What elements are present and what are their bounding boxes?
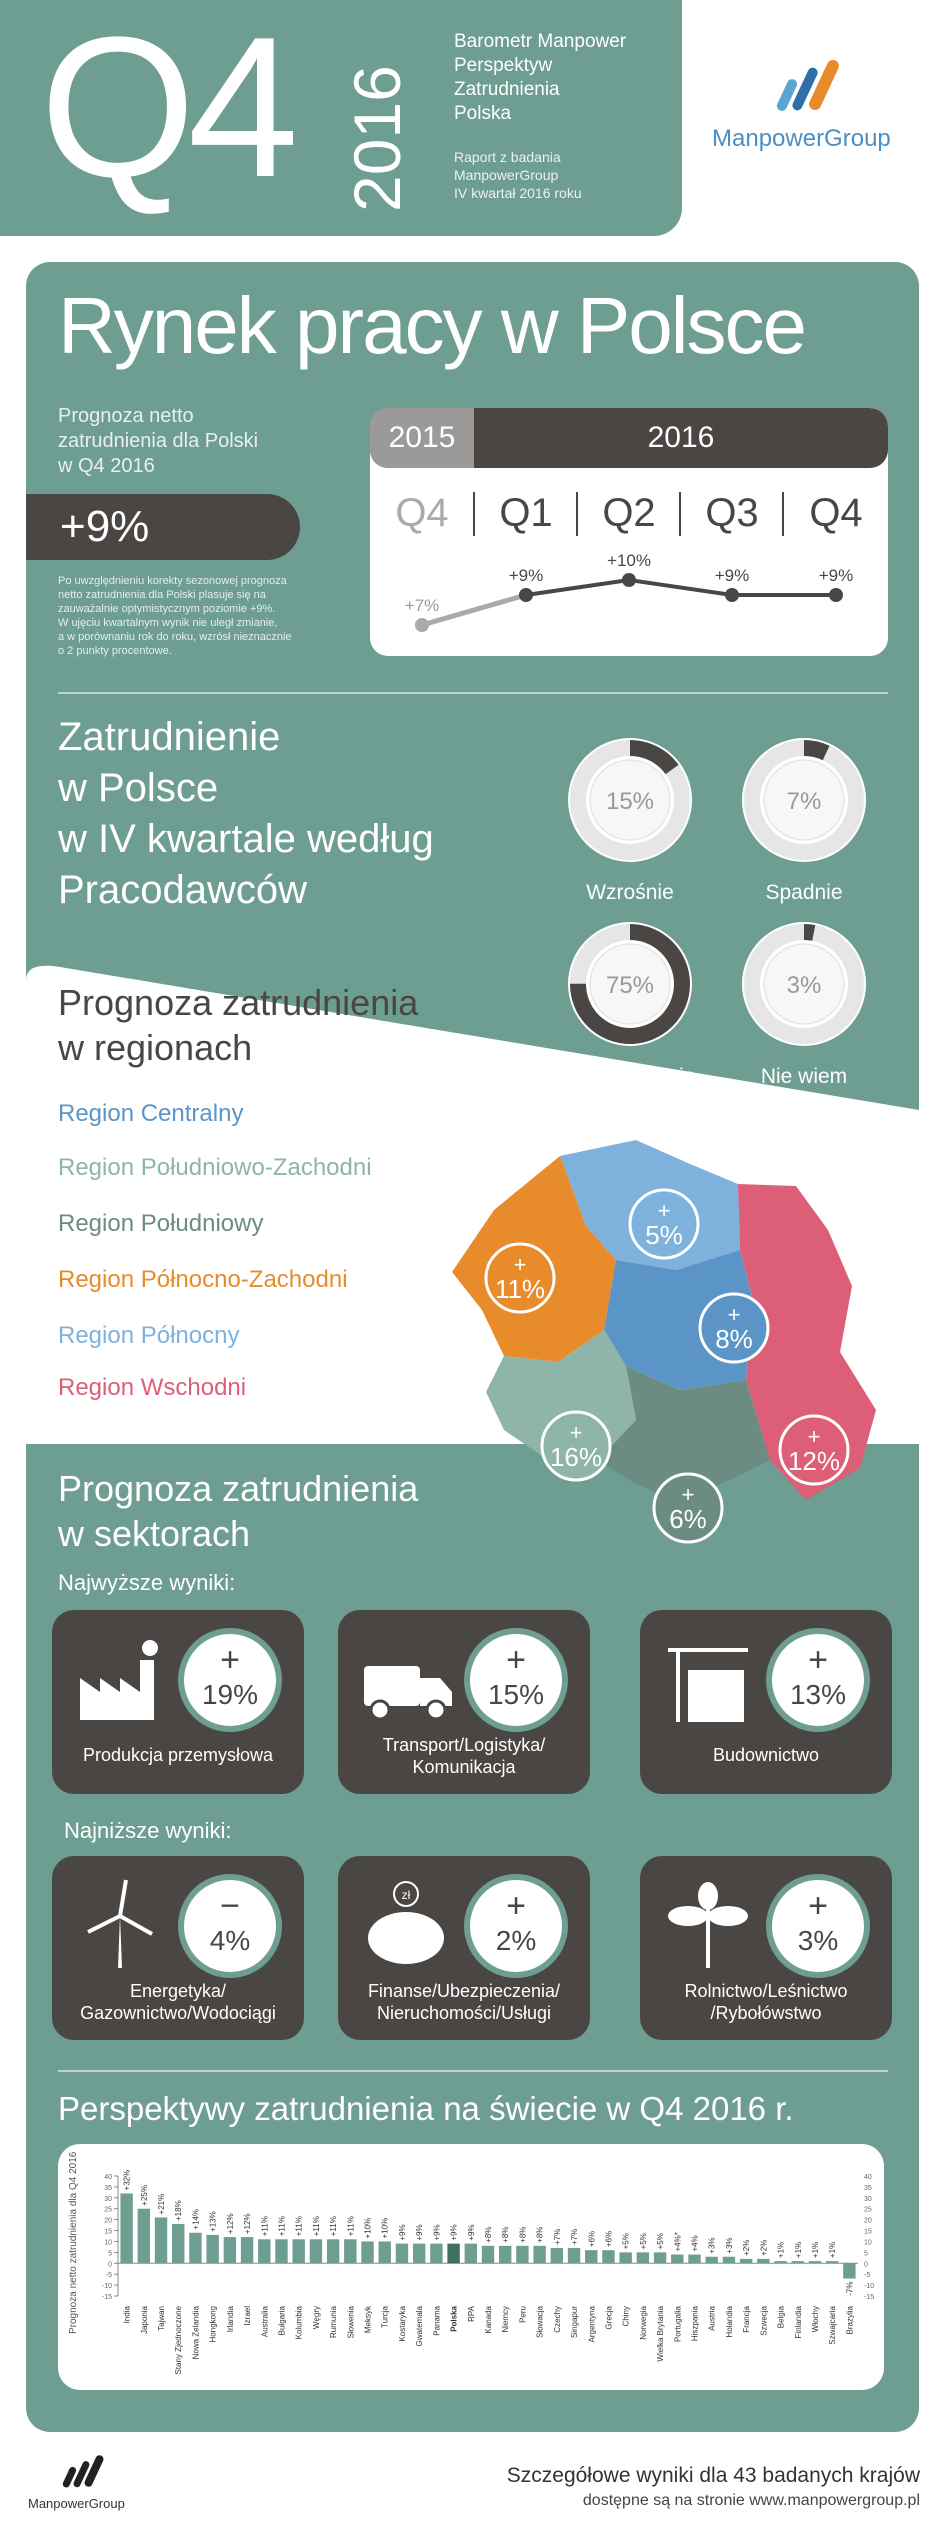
sector-label-line: Finanse/Ubezpieczenia/	[367, 1981, 561, 2001]
bar	[413, 2244, 425, 2264]
badge-sign: +	[808, 1641, 828, 1679]
y-tick-label-right: 25	[864, 2206, 872, 2214]
bar-category-label: Austria	[707, 2306, 717, 2331]
bar-category-label: Wielka Brytania	[656, 2306, 666, 2362]
bar	[327, 2239, 339, 2263]
leaf	[708, 1906, 748, 1926]
bar-value-label: +2%	[742, 2239, 752, 2256]
bar-category-label: Singapur	[570, 2306, 580, 2339]
y-tick-label: -15	[101, 2294, 112, 2301]
bar-category-label: Kostaryka	[397, 2306, 407, 2342]
y-tick-label-right: -10	[864, 2283, 875, 2291]
bar-category-label: RPA	[466, 2306, 476, 2322]
bar	[482, 2246, 494, 2263]
donut-label: Nie wiem	[760, 1065, 848, 1088]
sector-label-line: Energetyka/	[129, 1981, 227, 2001]
y-tick-label: 40	[104, 2174, 112, 2181]
bar	[637, 2252, 649, 2263]
bar-value-label: +2%	[759, 2239, 769, 2256]
truck-cargo	[364, 1666, 420, 1706]
bar-value-label: +5%	[656, 2233, 666, 2250]
bar-category-label: Turcja	[380, 2306, 390, 2328]
bar	[258, 2239, 270, 2263]
bar-value-label: +11%	[346, 2216, 356, 2237]
sector-badge	[464, 1874, 568, 1978]
bar-category-label: Panama	[432, 2306, 442, 2336]
year-heading: 2016	[340, 65, 414, 212]
map-badge-northwest	[482, 1240, 558, 1316]
trend-value-label: +9%	[714, 566, 750, 585]
trend-point	[415, 618, 429, 632]
y-tick-label: 35	[104, 2184, 112, 2192]
bar-category-label: Węgry	[311, 2306, 321, 2330]
quarter-heading: Q4	[40, 0, 291, 219]
badge-value: 12%	[787, 1446, 841, 1476]
trend-value-label: +9%	[818, 566, 854, 585]
y-tick-label-right: -5	[864, 2272, 871, 2280]
bar-category-label: Brazylia	[845, 2306, 855, 2335]
y-tick-label: 20	[104, 2217, 112, 2225]
smoke-puff	[142, 1640, 158, 1656]
timeline-quarter: Q3	[705, 491, 759, 535]
badge-value: 5%	[645, 1220, 683, 1250]
report-subtitle: Raport z badania ManpowerGroup IV kwartał 2016 roku	[454, 149, 582, 201]
bar-category-label: Niemcy	[501, 2306, 511, 2333]
timeline-trend-line	[370, 548, 888, 656]
badge-sign: +	[506, 1641, 526, 1679]
bar	[568, 2248, 580, 2263]
sector-label-line: Transport/Logistyka/	[382, 1735, 546, 1755]
lowest-results-label: Najniższe wyniki:	[64, 1818, 232, 1843]
bar	[344, 2239, 356, 2263]
bar	[120, 2193, 132, 2263]
bar-category-label: Rumunia	[329, 2306, 339, 2339]
sector-card	[52, 1610, 304, 1794]
region-legend-item: Region Wschodni	[58, 1374, 247, 1401]
employment-title: Zatrudnienie w Polsce w IV kwartale według Pracodawców	[58, 715, 434, 912]
map-badge-central	[696, 1290, 772, 1366]
y-tick-label-right: -15	[864, 2294, 875, 2301]
bar-value-label: +32%	[122, 2169, 132, 2191]
sector-label-line: Komunikacja	[412, 1757, 516, 1777]
building-shape	[688, 1670, 744, 1722]
sector-badge	[464, 1628, 568, 1732]
bar-value-label: +9%	[449, 2224, 459, 2241]
region-legend-item: Region Południowo-Zachodni	[58, 1154, 372, 1181]
bar-value-label: +1%	[776, 2241, 786, 2259]
bar	[155, 2217, 167, 2263]
bar	[206, 2235, 218, 2263]
bar	[430, 2244, 442, 2264]
bar-category-label: Hongkong	[208, 2306, 218, 2343]
y-tick-label: -10	[101, 2283, 112, 2291]
bar-value-label: +13%	[208, 2211, 218, 2232]
bar	[379, 2241, 391, 2263]
y-tick-label-right: 15	[864, 2228, 872, 2236]
bar-value-label: +11%	[294, 2216, 304, 2237]
bar	[774, 2261, 786, 2263]
bar-value-label: +4%	[690, 2235, 700, 2252]
factory-shape	[80, 1660, 154, 1720]
bar-category-label: Portugalia	[673, 2306, 683, 2343]
highest-results-label: Najwyższe wyniki:	[58, 1570, 236, 1595]
bar-value-label: +8%	[518, 2226, 528, 2243]
report-title: Barometr Manpower Perspektyw Zatrudnienia Polska	[454, 31, 627, 124]
bar-category-label: Chiny	[621, 2306, 631, 2327]
timeline-divider	[679, 492, 681, 536]
bar-category-label: India	[122, 2306, 132, 2324]
bar-category-label: Bułgaria	[277, 2306, 287, 2336]
bar-category-label: Irlandia	[225, 2306, 235, 2333]
bar-category-label: Stany Zjednoczone	[174, 2306, 184, 2375]
bar	[310, 2239, 322, 2263]
bar-value-label: +11%	[329, 2216, 339, 2237]
region-legend-item: Region Centralny	[58, 1100, 244, 1127]
bar-category-label: Gwatemala	[415, 2306, 425, 2347]
donut-value: 7%	[786, 788, 822, 815]
bar-value-label: +11%	[277, 2216, 287, 2237]
y-tick-label-right: 5	[864, 2250, 868, 2258]
piggy-body	[368, 1912, 444, 1964]
footer-link-text[interactable]: dostępne są na stronie www.manpowergroup.pl	[582, 2492, 920, 2509]
bar-category-label: Włochy	[810, 2306, 820, 2333]
donut-value: 75%	[605, 972, 655, 999]
sector-card	[640, 1856, 892, 2040]
quarterly-timeline	[370, 408, 888, 656]
bar-value-label: +14%	[191, 2209, 201, 2230]
badge-sign: +	[513, 1252, 527, 1277]
forecast-note: Po uwzględnieniu korekty sezonowej prognoza netto zatrudnienia dla Polski plasuje się na zauważalnie optymistycznym poziomie +9%. W ujęciu kwartalnym wynik nie uległ zmianie, a w porównaniu rok do roku, wzrósł nieznacznie o 2 punkty procentowe.	[58, 575, 292, 657]
bar-category-label: Słowenia	[346, 2306, 356, 2339]
bar-value-label: +8%	[535, 2226, 545, 2243]
donut-chart	[734, 730, 874, 870]
badge-value: 6%	[669, 1504, 707, 1534]
bar-value-label: +11%	[260, 2216, 270, 2237]
badge-value: 2%	[495, 1925, 537, 1956]
bar-value-label: +9%	[466, 2224, 476, 2241]
bar-value-label: +6%	[587, 2230, 597, 2248]
forecast-label: Prognoza netto zatrudnienia dla Polski w Q4 2016	[58, 405, 259, 477]
piggy-bank-icon	[356, 1876, 456, 1976]
timeline-divider	[473, 492, 475, 536]
bar-category-label: Kanada	[484, 2306, 493, 2334]
region-legend-item: Region Północny	[58, 1322, 240, 1349]
bar-value-label: +25%	[139, 2185, 149, 2206]
timeline-quarter: Q1	[499, 491, 553, 535]
bar	[516, 2246, 528, 2263]
sector-label-line: Gazownictwo/Wodociągi	[80, 2003, 276, 2023]
bar	[706, 2257, 718, 2264]
bar-value-label: +7%	[552, 2228, 562, 2245]
sector-label	[338, 1980, 590, 2024]
sector-label-line: Produkcja przemysłowa	[82, 1745, 274, 1765]
bar	[172, 2224, 184, 2263]
donut-2	[734, 730, 874, 905]
badge-value: 16%	[549, 1442, 603, 1472]
bar-category-label: Meksyk	[363, 2306, 373, 2334]
y-tick-label: 0	[108, 2261, 112, 2269]
bar-category-label: Finlandia	[793, 2306, 803, 2339]
divider	[58, 692, 888, 694]
footer-brand: ManpowerGroup	[28, 2496, 125, 2511]
trend-value-label: +7%	[404, 596, 440, 615]
sector-label	[52, 1980, 304, 2024]
bar-value-label: +10%	[363, 2217, 373, 2239]
sector-label-line: Budownictwo	[712, 1745, 820, 1765]
y-tick-label-right: 40	[864, 2174, 872, 2181]
sector-card	[338, 1610, 590, 1794]
map-badge-south	[650, 1470, 726, 1546]
bar-category-label: Grecja	[604, 2306, 614, 2330]
bar	[585, 2250, 597, 2263]
bar	[551, 2248, 563, 2263]
badge-value: 4%	[209, 1925, 251, 1956]
bar	[293, 2239, 305, 2263]
sector-label	[640, 1980, 892, 2024]
badge-sign: +	[220, 1641, 240, 1679]
timeline-quarter: Q4	[809, 491, 863, 535]
badge-sign: +	[657, 1198, 671, 1223]
donut-label: Spadnie	[765, 881, 843, 904]
badge-value: 8%	[715, 1324, 753, 1354]
bar	[361, 2241, 373, 2263]
y-tick-label-right: 20	[864, 2217, 872, 2225]
coin-label: zł	[401, 1888, 411, 1902]
truck-wheel	[427, 1701, 445, 1719]
factory-icon	[70, 1630, 170, 1730]
sector-label	[52, 1744, 304, 1766]
truck-wheel	[371, 1701, 389, 1719]
timeline-divider	[576, 492, 578, 536]
bar-category-label: Izrael	[243, 2306, 253, 2326]
sector-badge	[766, 1874, 870, 1978]
bar	[826, 2261, 838, 2263]
bar-value-label: -7%	[845, 2281, 855, 2296]
bar-category-label: Tajwan	[157, 2306, 167, 2331]
badge-sign: +	[506, 1887, 526, 1925]
badge-sign: −	[220, 1887, 240, 1925]
bar-value-label: +18%	[174, 2200, 184, 2221]
sector-label-line: /Rybołówstwo	[710, 2003, 822, 2023]
bar-category-label: Szwajcaria	[828, 2306, 838, 2345]
bar-value-label: +9%	[432, 2224, 442, 2241]
chart-ylabel: Prognoza netto zatrudnienia dla Q4 2016	[68, 2151, 79, 2334]
sector-badge	[766, 1628, 870, 1732]
timeline-quarter: Q2	[602, 491, 656, 535]
bar-category-label: Hiszpania	[690, 2306, 700, 2342]
bar-category-label: Belgia	[776, 2306, 786, 2329]
plant-icon	[658, 1876, 758, 1976]
donut-1	[560, 730, 700, 905]
brand-name: ManpowerGroup	[712, 125, 891, 152]
bar-value-label: +8%	[501, 2226, 511, 2243]
sector-card	[52, 1856, 304, 2040]
badge-sign: +	[807, 1424, 821, 1449]
bar-value-label: +5%	[638, 2233, 648, 2250]
bar-value-label: +8%	[484, 2226, 493, 2243]
trend-value-label: +10%	[607, 551, 651, 570]
bar	[843, 2263, 855, 2278]
trend-point	[622, 573, 636, 587]
turbine-tower	[118, 1916, 122, 1968]
bar-value-label: +21%	[157, 2193, 167, 2215]
bar-category-label: Kolumbia	[294, 2306, 304, 2340]
bar-value-label: +9%	[397, 2224, 407, 2241]
bar	[792, 2261, 804, 2263]
timeline-quarter: Q4	[395, 491, 449, 535]
footer-title: Szczegółowe wyniki dla 43 badanych krajów	[506, 2464, 920, 2487]
bar	[138, 2209, 150, 2264]
badge-sign: +	[681, 1482, 695, 1507]
bar	[396, 2244, 408, 2264]
region-legend-item: Region Południowy	[58, 1210, 264, 1237]
regions-title: Prognoza zatrudnienia w regionach	[58, 982, 419, 1068]
bar-category-label: Polska	[449, 2306, 459, 2332]
bar-category-label: Szwecja	[759, 2306, 769, 2336]
bar	[447, 2244, 459, 2264]
bar	[740, 2259, 752, 2263]
region-legend-item: Region Północno-Zachodni	[58, 1266, 348, 1293]
bar-value-label: +10%	[380, 2217, 390, 2239]
forecast-value: +9%	[26, 494, 300, 560]
badge-value: 19%	[201, 1679, 259, 1710]
y-tick-label: 15	[104, 2228, 112, 2236]
bar	[602, 2250, 614, 2263]
trend-point	[519, 588, 533, 602]
divider	[58, 2070, 888, 2072]
bar-category-label: Peru	[518, 2306, 528, 2323]
trend-point	[829, 588, 843, 602]
map-badge-southwest	[538, 1408, 614, 1484]
map-badge-north	[626, 1186, 702, 1262]
world-chart-box	[58, 2144, 884, 2390]
trend-value-label: +9%	[508, 566, 544, 585]
wind-turbine-icon	[70, 1876, 170, 1976]
bar-category-label: Australia	[260, 2306, 270, 2338]
y-tick-label-right: 0	[864, 2261, 868, 2269]
sector-badge	[178, 1874, 282, 1978]
bar	[533, 2246, 545, 2263]
bar-category-label: Argentyna	[587, 2306, 597, 2343]
bar-category-label: Norwegia	[638, 2306, 648, 2340]
badge-value: 15%	[487, 1679, 545, 1710]
bar	[619, 2252, 631, 2263]
sector-label-line: Nieruchomości/Usługi	[376, 2003, 552, 2023]
bar-value-label: +6%	[604, 2230, 614, 2248]
building-crane-icon	[658, 1630, 758, 1730]
sector-card	[338, 1856, 590, 2040]
trend-segment-2016	[526, 580, 836, 595]
bar-value-label: +1%	[828, 2241, 838, 2259]
bar	[654, 2252, 666, 2263]
bar-value-label: +4%*	[673, 2232, 683, 2252]
y-tick-label-right: 30	[864, 2195, 872, 2203]
badge-value: 13%	[789, 1679, 847, 1710]
badge-value: 11%	[494, 1274, 546, 1304]
donut-value: 3%	[786, 972, 822, 999]
donut-chart	[560, 730, 700, 870]
bar	[671, 2255, 683, 2264]
bar-value-label: +3%	[724, 2237, 734, 2254]
bar	[723, 2257, 735, 2264]
bar	[224, 2237, 236, 2263]
timeline-divider	[782, 492, 784, 536]
sector-card	[640, 1610, 892, 1794]
donut-value: 15%	[605, 788, 655, 815]
y-tick-label: 25	[104, 2206, 112, 2214]
bar	[688, 2255, 700, 2264]
bar	[809, 2261, 821, 2263]
bar-value-label: +12%	[243, 2213, 253, 2235]
bar	[275, 2239, 287, 2263]
main-title: Rynek pracy w Polsce	[58, 281, 805, 370]
map-badge-east	[776, 1412, 852, 1488]
bar	[189, 2233, 201, 2264]
world-bar-chart	[58, 2144, 884, 2390]
sector-label	[338, 1734, 590, 1778]
sector-badge	[178, 1628, 282, 1732]
footer-logo-icon	[60, 2452, 108, 2492]
y-tick-label: -5	[105, 2272, 112, 2280]
world-title: Perspektywy zatrudnienia na świecie w Q4 2016 r.	[58, 2090, 794, 2127]
bar	[499, 2246, 511, 2263]
leaf	[698, 1882, 718, 1910]
timeline-year-2015: 2015	[370, 408, 474, 468]
y-tick-label: 10	[104, 2239, 112, 2247]
bar	[465, 2244, 477, 2264]
logo-mark-icon	[772, 50, 852, 120]
manpowergroup-logo[interactable]	[712, 50, 922, 153]
y-tick-label: 5	[108, 2250, 112, 2258]
bar-value-label: +5%	[621, 2233, 631, 2250]
bar-category-label: Nowa Zelandia	[191, 2306, 201, 2360]
badge-value: 3%	[797, 1925, 839, 1956]
badge-sign: +	[808, 1887, 828, 1925]
bar-category-label: Francja	[742, 2306, 752, 2333]
bar-value-label: +1%	[810, 2241, 820, 2259]
y-tick-label-right: 10	[864, 2239, 872, 2247]
sector-label	[640, 1744, 892, 1766]
bar-value-label: +3%	[707, 2237, 717, 2254]
bar-value-label: +9%	[415, 2224, 425, 2241]
bar-category-label: Czechy	[552, 2306, 562, 2333]
bar-value-label: +12%	[225, 2213, 235, 2235]
bar-category-label: Holandia	[724, 2306, 734, 2338]
truck-icon	[356, 1630, 456, 1730]
bar-category-label: Japonia	[139, 2306, 149, 2335]
donut-label: Wzrośnie	[586, 881, 674, 904]
bar-value-label: +7%	[570, 2228, 580, 2245]
bar	[241, 2237, 253, 2263]
sector-label-line: Rolnictwo/Leśnictwo	[684, 1981, 848, 2001]
bar-value-label: +11%	[311, 2216, 321, 2237]
y-tick-label-right: 35	[864, 2184, 872, 2192]
bar-category-label: Słowacja	[535, 2306, 545, 2339]
badge-sign: +	[727, 1302, 741, 1327]
leaf	[668, 1906, 708, 1926]
timeline-year-2016: 2016	[647, 421, 715, 454]
sectors-title: Prognoza zatrudnienia w sektorach	[58, 1468, 419, 1554]
y-tick-label: 30	[104, 2195, 112, 2203]
trend-point	[725, 588, 739, 602]
badge-sign: +	[569, 1420, 583, 1445]
bar-value-label: +1%	[793, 2241, 803, 2259]
bar	[757, 2259, 769, 2263]
